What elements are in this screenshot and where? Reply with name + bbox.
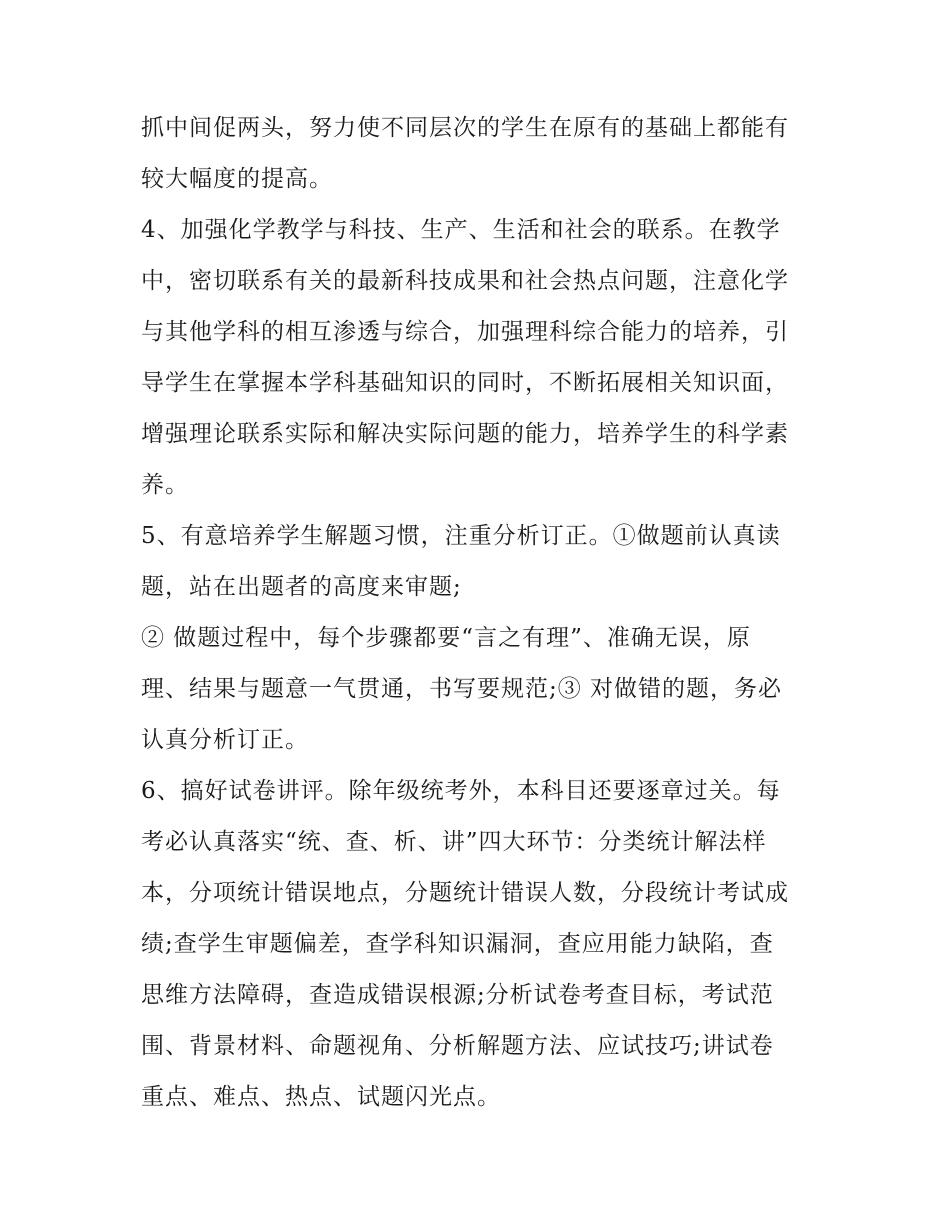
- text-line: 重点、难点、热点、试题闪光点。: [141, 1084, 501, 1110]
- text-line: 题，站在出题者的高度来审题;: [141, 574, 462, 600]
- body-text: [141, 103, 821, 1123]
- text-line: 养。: [141, 472, 189, 498]
- text-line: 较大幅度的提高。: [141, 166, 333, 192]
- text-line: 考必认真落实“统、查、析、讲”四大环节：分类统计解法样: [141, 829, 767, 855]
- text-line: 5、有意培养学生解题习惯，注重分析订正。①做题前认真读: [141, 523, 781, 549]
- text-line: 抓中间促两头，努力使不同层次的学生在原有的基础上都能有: [141, 115, 789, 141]
- text-line: 理、结果与题意一气贯通，书写要规范;③ 对做错的题，务必: [141, 676, 783, 702]
- text-line: 围、背景材料、命题视角、分析解题方法、应试技巧;讲试卷: [141, 1033, 774, 1059]
- text-line: 思维方法障碍，查造成错误根源;分析试卷考查目标，考试范: [141, 982, 774, 1008]
- text-line: 本，分项统计错误地点，分题统计错误人数，分段统计考试成: [141, 880, 789, 906]
- text-line: 中，密切联系有关的最新科技成果和社会热点问题，注意化学: [141, 268, 789, 294]
- text-line: 增强理论联系实际和解决实际问题的能力，培养学生的科学素: [141, 421, 789, 447]
- text-line: 6、搞好试卷讲评。除年级统考外，本科目还要逐章过关。每: [141, 778, 781, 804]
- text-line: 导学生在掌握本学科基础知识的同时，不断拓展相关知识面，: [141, 370, 789, 396]
- text-line: 4、加强化学教学与科技、生产、生活和社会的联系。在教学: [141, 217, 781, 243]
- text-line: 绩;查学生审题偏差，查学科知识漏洞，查应用能力缺陷，查: [141, 931, 774, 957]
- text-line: 与其他学科的相互渗透与综合，加强理科综合能力的培养，引: [141, 319, 789, 345]
- text-line: ② 做题过程中，每个步骤都要“言之有理”、准确无误，原: [141, 625, 751, 651]
- text-line: 认真分析订正。: [141, 727, 309, 753]
